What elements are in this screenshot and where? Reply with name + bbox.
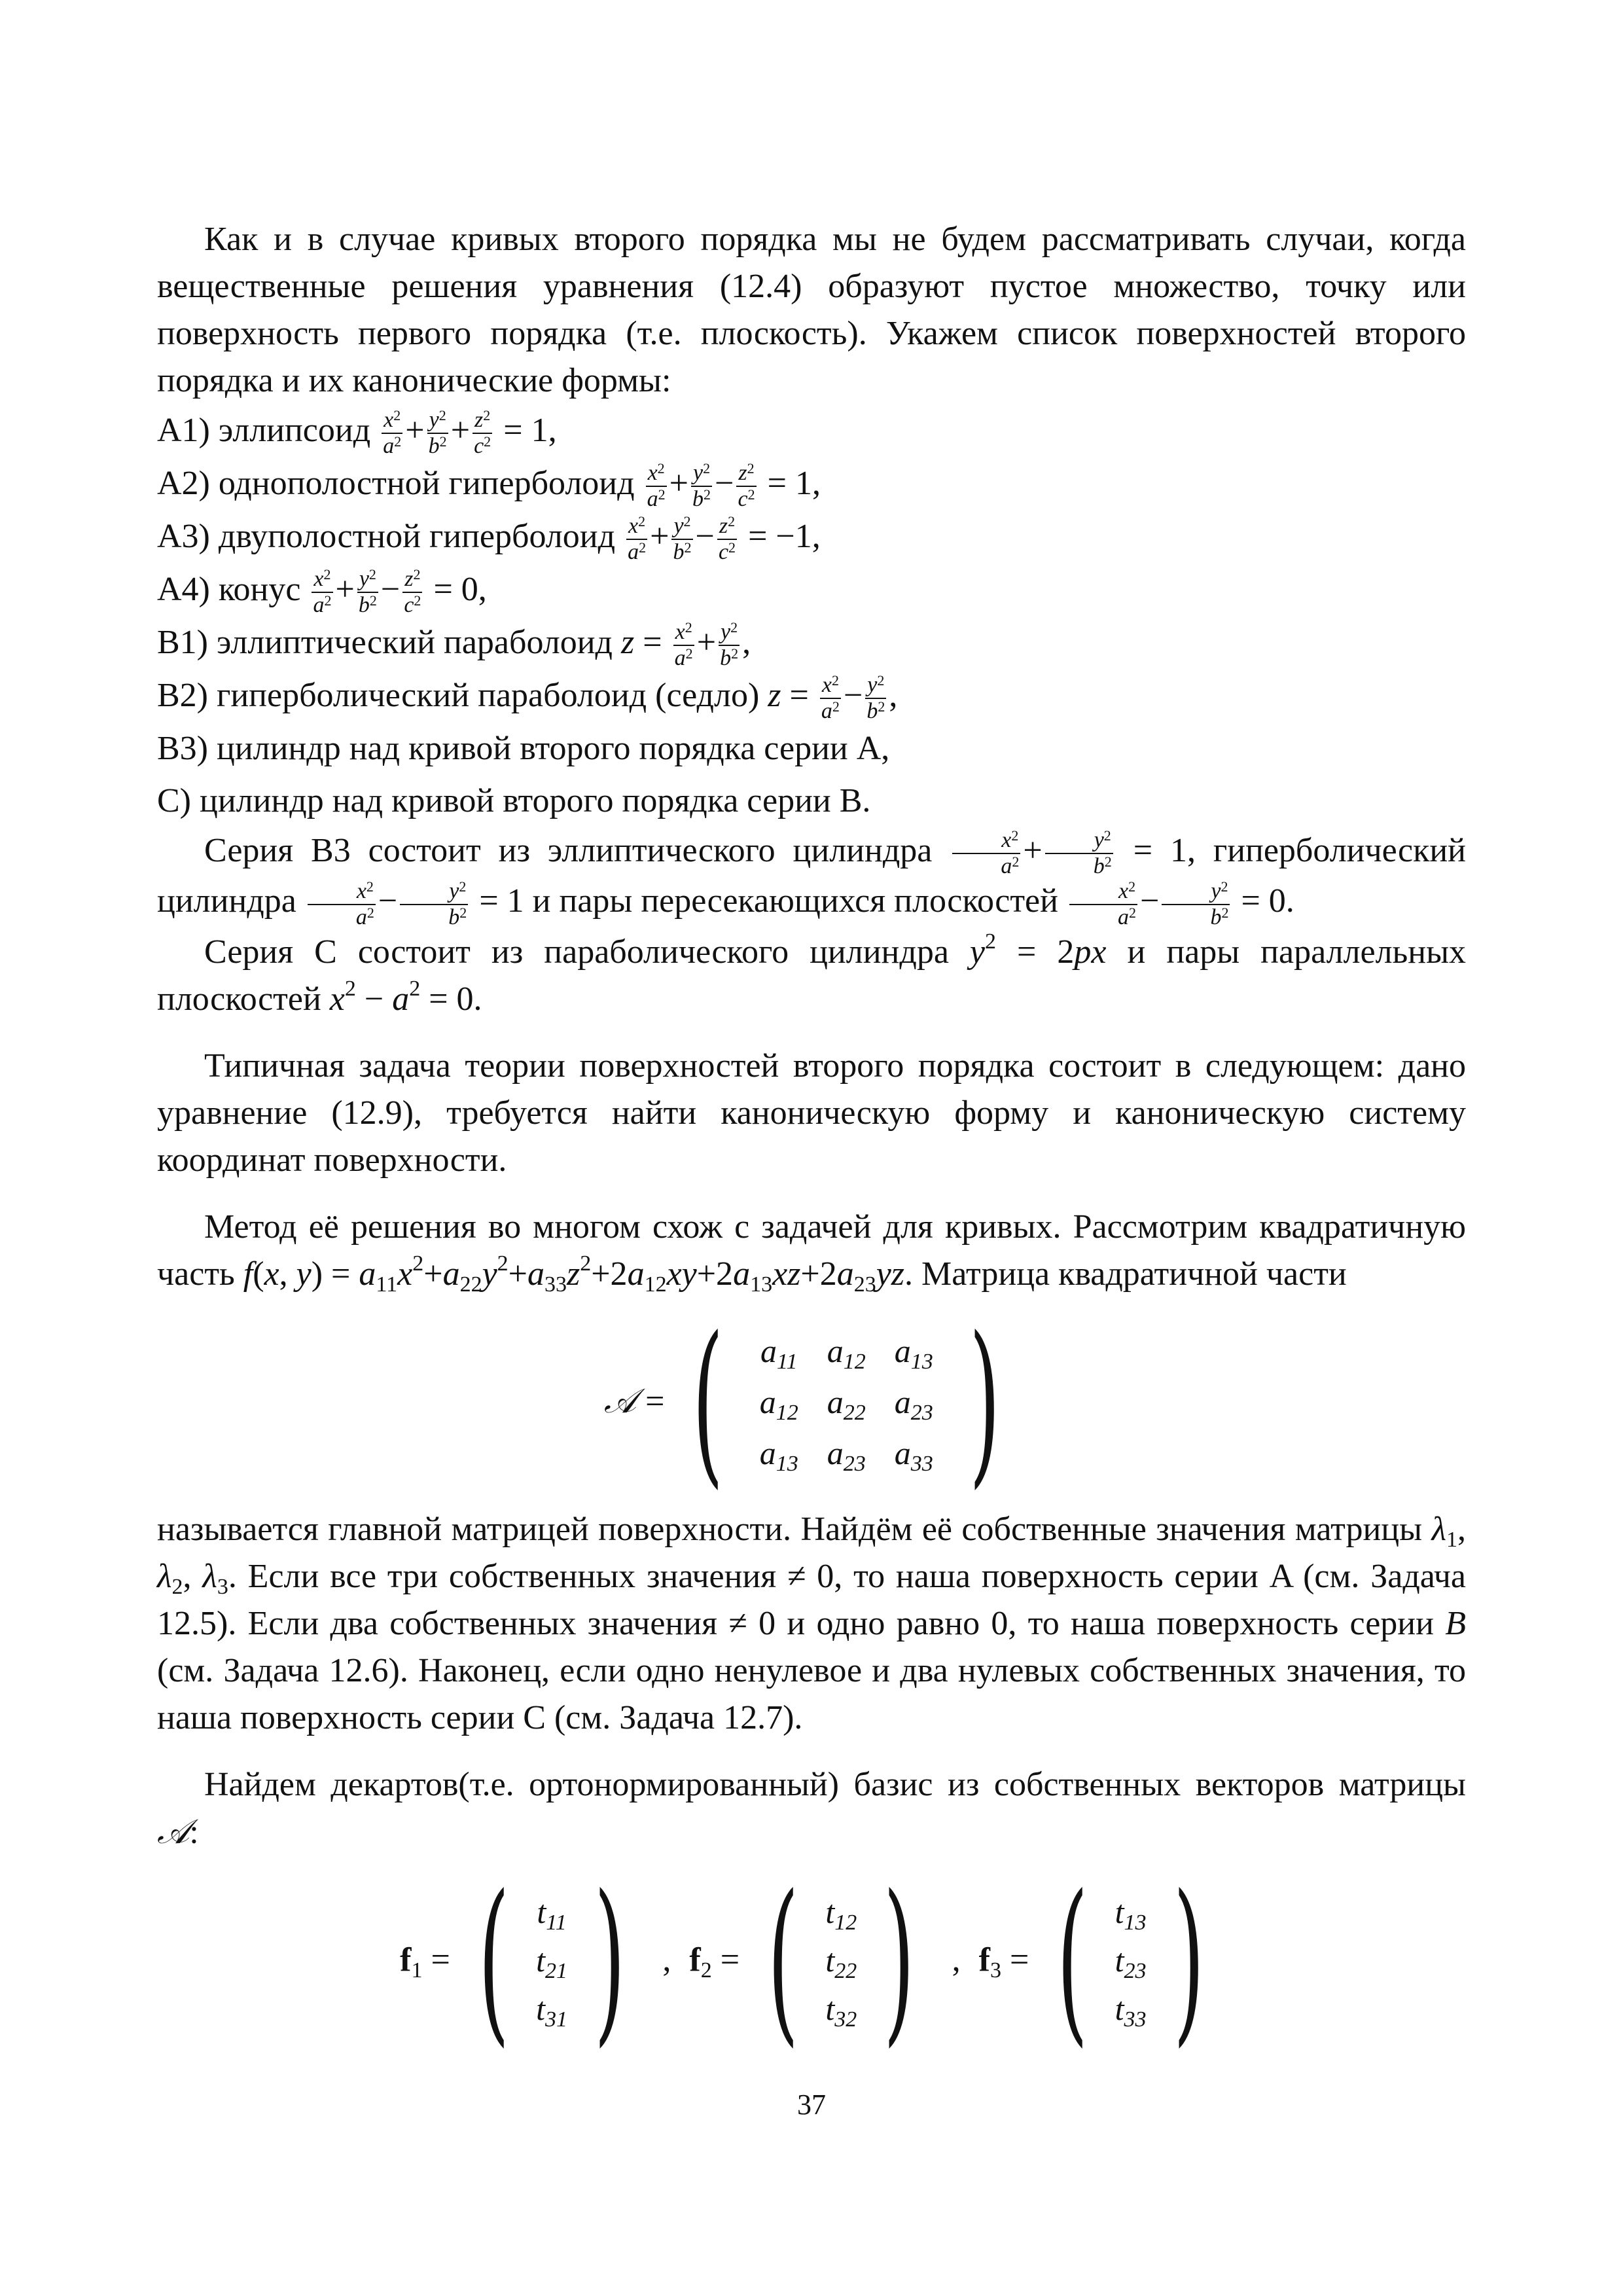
paragraph-main-matrix: называется главной матрицей поверхности. Найдём её собственные значения матрицы $\lambda_1$, $\lambda_2$, $\lambda_3$. Если все три собственных значения ≠ 0, то наша поверхность серии A (см. Задача 12.5). Если два собственных значения ≠ 0 и одно равно 0, то наша поверхность серии B (см. Задача 12.6). Наконец, если одно ненулевое и два нулевых собственных значения, то наша поверхность серии C (см. Задача 12.7). (157, 1510, 1467, 1736)
list-item-b3: B3) цилиндр над кривой второго порядка серии A, (157, 730, 890, 768)
page-content (157, 216, 1466, 2064)
paragraph-basis: Найдем декартов(т.е. ортонормированный) базис из собственных векторов матрицы 𝒜: (157, 1765, 1466, 1852)
paragraph-intro: Как и в случае кривых второго порядка мы не будем рассматривать случаи, когда вещественные решения уравнения (12.4) образуют пустое множество, точку или поверхность первого порядка (т.е. плоскость). Укажем список поверхностей второго порядка и их канонические формы: (157, 221, 1466, 399)
vector-f3: $t_{13}$ $t_{23}$ $t_{33}$ (1115, 1893, 1147, 2032)
paragraph-typical: Типичная задача теории поверхностей второго порядка состоит в следующем: дано уравнение (12.9), требуется найти каноническую форму и каноническую систему координат поверхности. (157, 1047, 1466, 1179)
list-item-a1: A1) эллипсоид $\frac{x^2}{a^2}$ + $\frac{y^2}{b^2}$ + $\frac{z^2}{c^2}$ = 1, (157, 407, 557, 459)
main-matrix-equation: 𝒜 = ( $a_{11}$ $a_{12}$ $a_{13}$ $a_{12}$ $a_{22}$ $a_{23}$ $a_{13}$ $a_{23}$ $a_{33}$ ) (603, 1298, 1001, 1505)
main-matrix: $a_{11}$ $a_{12}$ $a_{13}$ $a_{12}$ $a_{22}$ $a_{23}$ $a_{13}$ $a_{23}$ $a_{33}$ (759, 1332, 933, 1476)
page-number: 37 (797, 2089, 826, 2121)
list-item-a2: A2) однополостной гиперболоид $\frac{x^2}{a^2}$ + $\frac{y^2}{b^2}$ − $\frac{z^2}{c^2}$ = 1, (157, 460, 821, 512)
list-item-b2: B2) гиперболический параболоид (седло) z = $\frac{x^2}{a^2}$ − $\frac{y^2}{b^2}$ , (157, 672, 898, 724)
right-paren: ) (969, 1298, 1001, 1505)
paragraph-method: Метод её решения во многом схож с задачей для кривых. Рассмотрим квадратичную часть f(x, $y) = a_{11}x^2+a_{22}y^2+a_{33}z^2+2a_{12}xy+2a_{13}xz+2a_{23}yz$. Матрица квадратичной части (157, 1208, 1466, 1297)
list-item-a4: A4) конус $\frac{x^2}{a^2}$ + $\frac{y^2}{b^2}$ − $\frac{z^2}{c^2}$ = 0, (157, 566, 487, 618)
list-item-c: C) цилиндр над кривой второго порядка серии B. (157, 782, 871, 820)
vector-f1: $t_{11}$ $t_{21}$ $t_{31}$ (536, 1893, 568, 2032)
vector-f2: $t_{12}$ $t_{22}$ $t_{32}$ (825, 1893, 857, 2032)
left-paren: ( (692, 1298, 724, 1505)
list-item-b1: B1) эллиптический параболоид z = $\frac{x^2}{a^2}$ + $\frac{y^2}{b^2}$ , (157, 619, 751, 671)
paragraph-series-c: Серия C состоит из параболического цилиндра $y^2 = 2px$ и пары параллельных плоскостей $x^2 - a^2 = 0$. (157, 929, 1467, 1018)
basis-vectors-equation: $f_1$ = ( $t_{11}$ $t_{21}$ $t_{31}$ ) , $f_2$ = ( $t_{12}$ $t_{22}$ $t_{32}$ ) , $f_3$ = ( $t_{13}$ $t_{23}$ $t_{33}$ ) (400, 1856, 1204, 2063)
paragraph-series-b3: Серия B3 состоит из эллиптического цилиндра $\frac{x^2}{a^2}$ + $\frac{y^2}{b^2}$ = 1, гиперболический цилиндра $\frac{x^2}{a^2}$ − $\frac{y^2}{b^2}$ = 1 и пары пересекающихся плоскостей $\frac{x^2}{a^2}$ − $\frac{y^2}{b^2}$ = 0. (157, 827, 1467, 929)
list-item-a3: A3) двуполостной гиперболоид $\frac{x^2}{a^2}$ + $\frac{y^2}{b^2}$ − $\frac{z^2}{c^2}$ = −1, (157, 513, 821, 565)
